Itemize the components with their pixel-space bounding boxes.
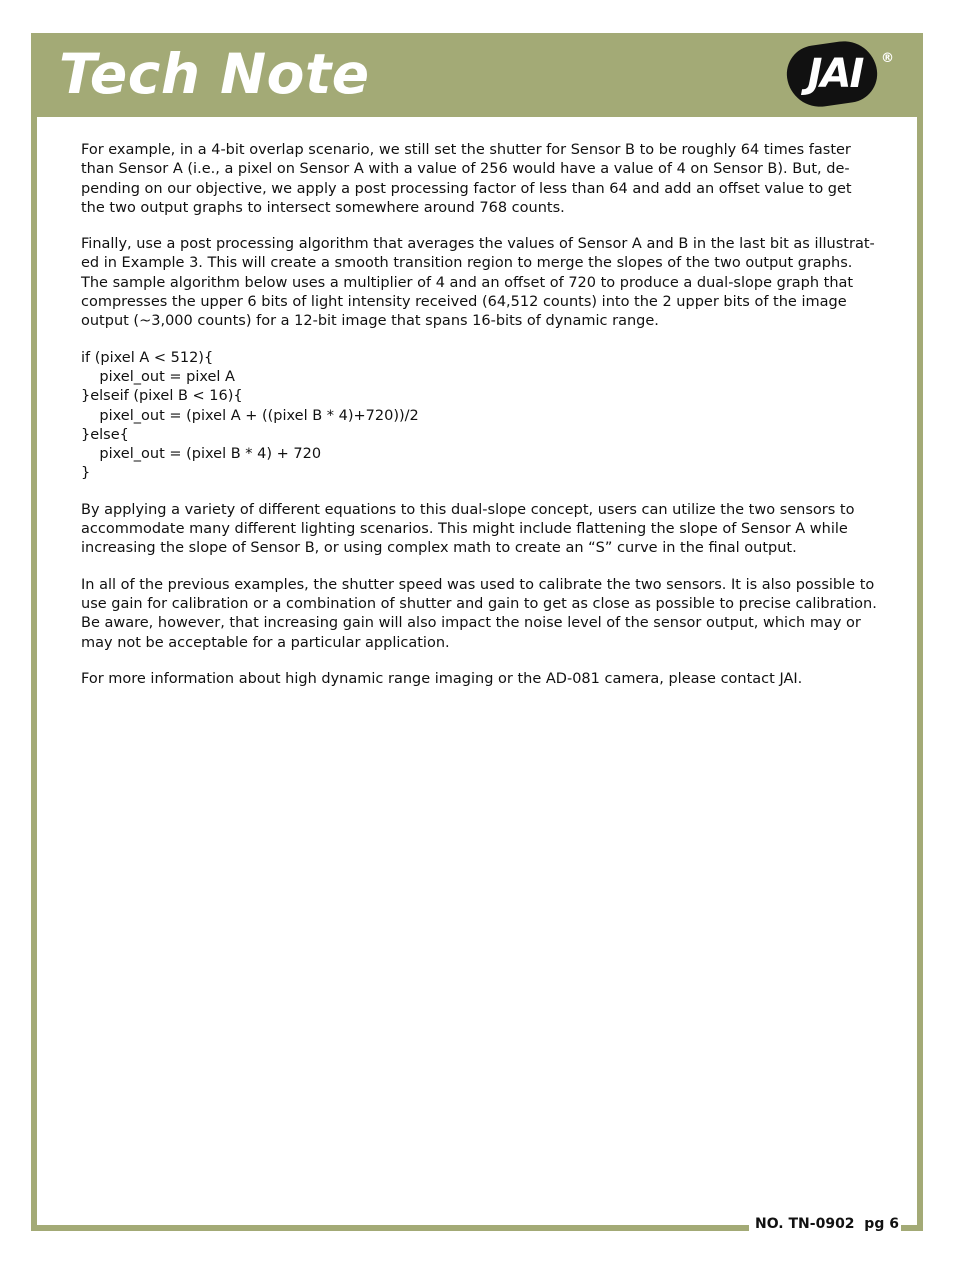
text-line: pending on our objective, we apply a post processing factor of less than 64 and add an offset value to get (81, 180, 852, 197)
frame-border-bottom-end (901, 1225, 923, 1231)
paragraph-overlap-example (81, 141, 881, 218)
logo-text: JAI (807, 51, 863, 97)
paragraph-contact (81, 670, 881, 689)
frame-border-left (31, 117, 37, 1231)
text-line: By applying a variety of different equations to this dual-slope concept, users can utilize the two sensors to (81, 501, 855, 518)
text-line: use gain for calibration or a combination of shutter and gain to get as close as possible to precise calibration. (81, 595, 877, 612)
code-line: pixel_out = (pixel B * 4) + 720 (81, 446, 322, 463)
text-line: than Sensor A (i.e., a pixel on Sensor A with a value of 256 would have a value of 4 on Sensor B). But, de- (81, 161, 850, 178)
text-line: Finally, use a post processing algorithm that averages the values of Sensor A and B in the last bit as illustrat- (81, 236, 875, 253)
text-line: In all of the previous examples, the shutter speed was used to calibrate the two sensors. It is also possible to (81, 576, 875, 593)
text-line: increasing the slope of Sensor B, or using complex math to create an “S” curve in the final output. (81, 540, 797, 557)
code-line: pixel_out = pixel A (81, 368, 235, 385)
header-band (31, 33, 923, 117)
frame-border-bottom (31, 1225, 749, 1231)
text-line: compresses the upper 6 bits of light intensity received (64,512 counts) into the 2 upper bits of the image (81, 294, 847, 311)
paragraph-calibration (81, 576, 881, 653)
algorithm-code-block (81, 349, 881, 484)
jai-logo (787, 43, 894, 107)
document-body (81, 141, 881, 706)
code-line: pixel_out = (pixel A + ((pixel B * 4)+720))/2 (81, 407, 419, 424)
text-line: the two output graphs to intersect somewhere around 768 counts. (81, 199, 565, 216)
text-line: output (~3,000 counts) for a 12-bit image that spans 16-bits of dynamic range. (81, 313, 659, 330)
text-line: For example, in a 4-bit overlap scenario, we still set the shutter for Sensor B to be roughly 64 times faster (81, 142, 851, 158)
paragraph-post-processing (81, 235, 881, 331)
registered-mark: ® (881, 51, 894, 66)
text-line: ed in Example 3. This will create a smooth transition region to merge the slopes of the two output graphs. (81, 255, 853, 272)
paragraph-equations (81, 501, 881, 559)
code-line: }else{ (81, 426, 129, 443)
document-number: NO. TN-0902 pg 6 (755, 1216, 899, 1232)
code-line: }elseif (pixel B < 16){ (81, 388, 243, 405)
page-title: Tech Note (59, 42, 370, 106)
code-line: if (pixel A < 512){ (81, 349, 214, 366)
text-line: Be aware, however, that increasing gain will also impact the noise level of the sensor output, which may or (81, 615, 861, 632)
frame-border-right (917, 117, 923, 1231)
text-line: accommodate many different lighting scenarios. This might include flattening the slope of Sensor A while (81, 521, 848, 538)
text-line: may not be acceptable for a particular application. (81, 634, 450, 651)
code-line: } (81, 465, 91, 482)
text-line: For more information about high dynamic range imaging or the AD-081 camera, please contact JAI. (81, 670, 803, 687)
text-line: The sample algorithm below uses a multiplier of 4 and an offset of 720 to produce a dual-slope graph that (81, 274, 854, 291)
